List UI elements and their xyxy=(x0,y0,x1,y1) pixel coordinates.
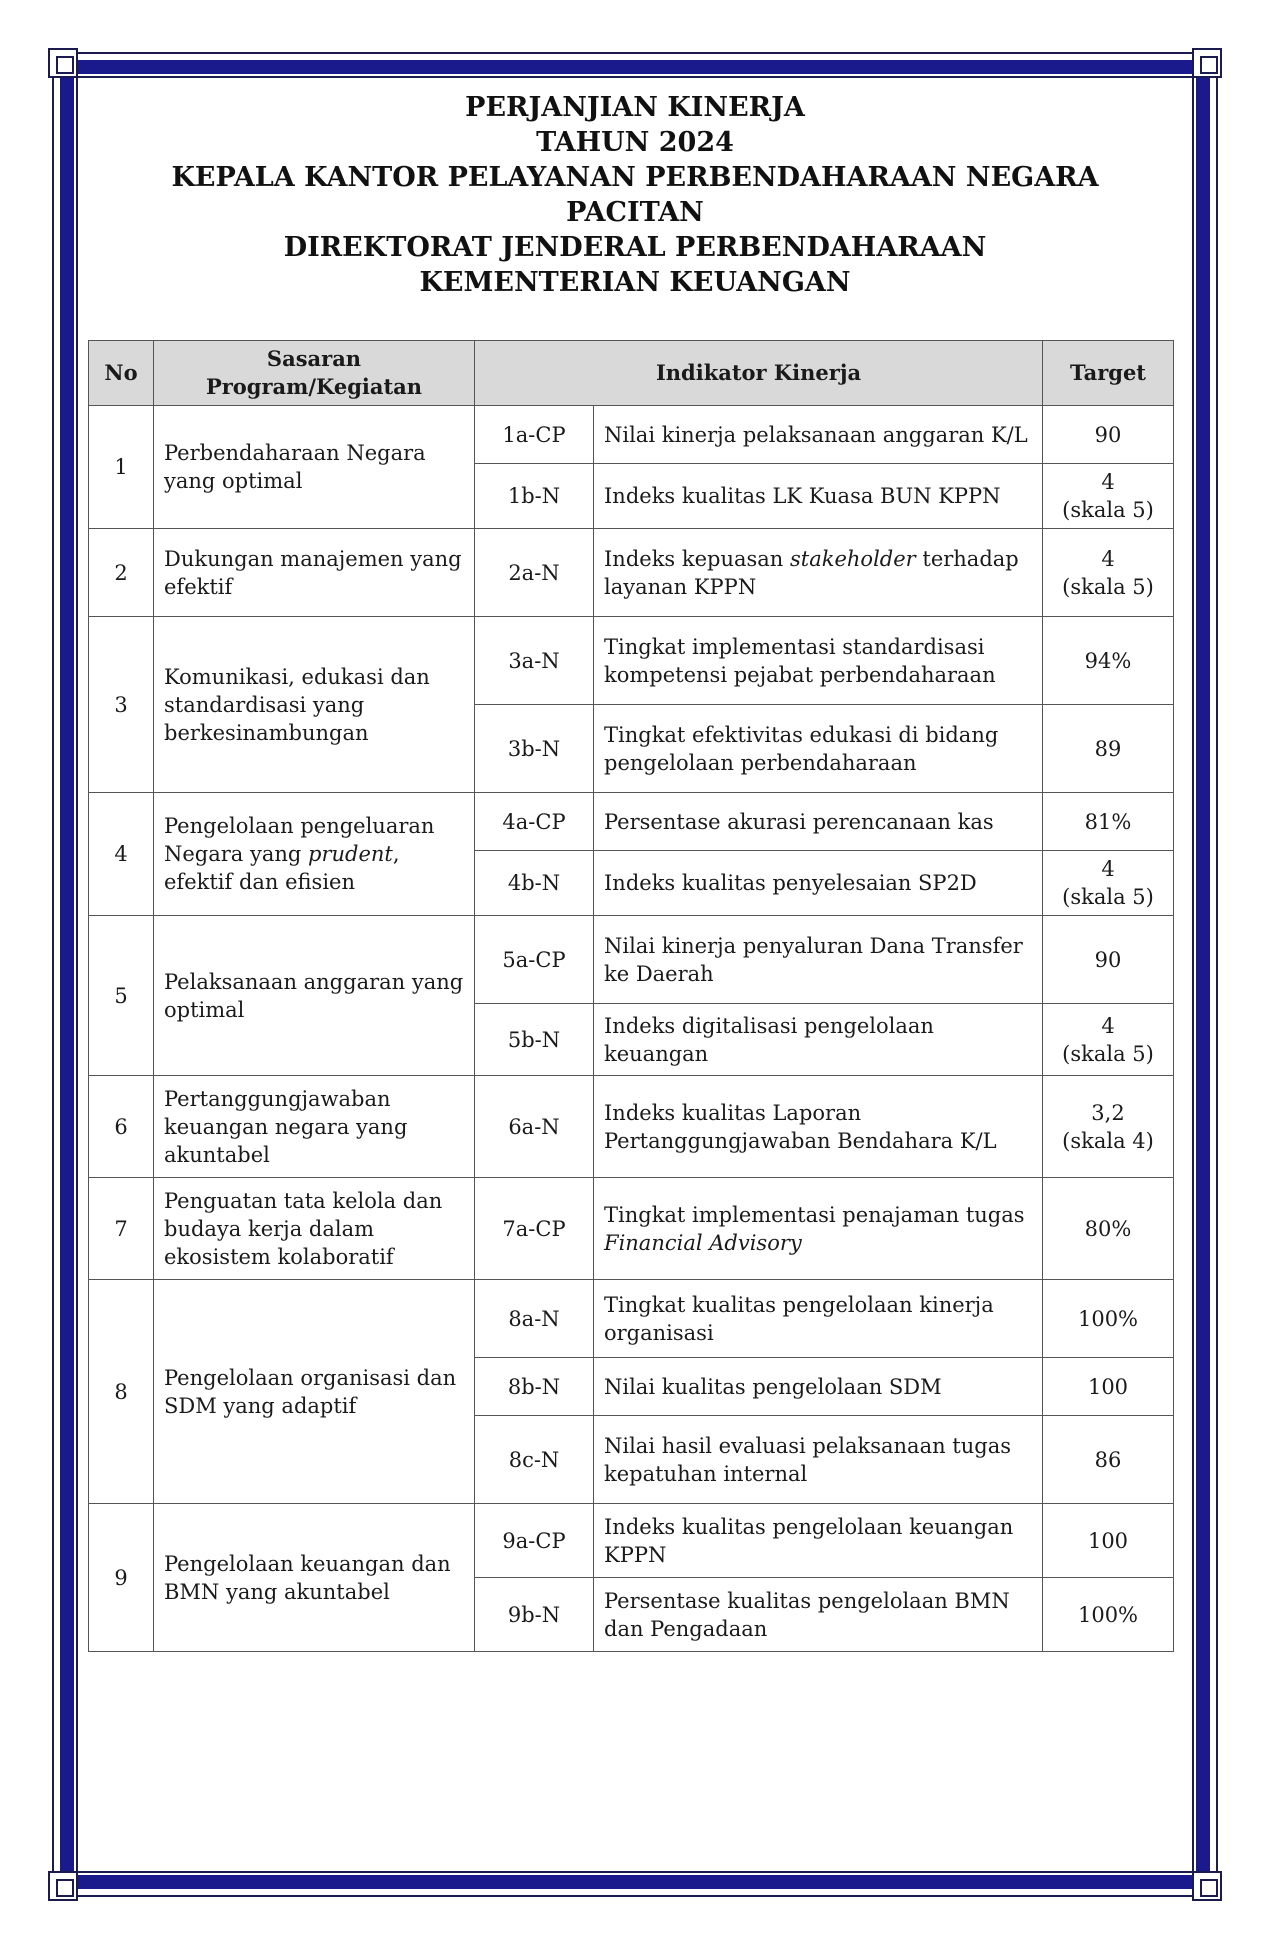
sasaran-cell: Komunikasi, edukasi dan standardisasi yang berkesinambungan xyxy=(154,617,475,793)
table-row xyxy=(89,529,1174,617)
target-cell xyxy=(1043,1076,1174,1178)
target-value: 94% xyxy=(1084,648,1132,673)
target-cell xyxy=(1043,406,1174,464)
indicator-code: 2a-N xyxy=(475,529,594,617)
indicator-text: Nilai kualitas pengelolaan SDM xyxy=(594,1358,1043,1416)
target-cell xyxy=(1043,464,1174,529)
target-cell xyxy=(1043,851,1174,916)
indicator-code: 3a-N xyxy=(475,617,594,705)
indicator-code: 1a-CP xyxy=(475,406,594,464)
target-value: 4 xyxy=(1101,470,1115,494)
border-corner-ornament xyxy=(48,48,78,78)
target-value: 89 xyxy=(1094,736,1122,761)
target-cell xyxy=(1043,1004,1174,1076)
target-scale: (skala 5) xyxy=(1062,1041,1154,1066)
table-row xyxy=(89,1178,1174,1280)
indicator-text: Indeks kualitas penyelesaian SP2D xyxy=(594,851,1043,916)
indicator-code: 6a-N xyxy=(475,1076,594,1178)
target-cell xyxy=(1043,617,1174,705)
title-line: KEPALA KANTOR PELAYANAN PERBENDAHARAAN NEGARA xyxy=(171,162,1099,193)
table-header-row xyxy=(89,341,1174,406)
target-value: 81% xyxy=(1084,809,1132,834)
target-value: 100% xyxy=(1077,1306,1139,1331)
indicator-code: 9a-CP xyxy=(475,1504,594,1578)
row-number: 1 xyxy=(89,406,154,529)
title-line: PERJANJIAN KINERJA xyxy=(465,92,805,123)
performance-table xyxy=(88,340,1174,1652)
sasaran-cell: Pengelolaan keuangan dan BMN yang akuntabel xyxy=(154,1504,475,1652)
target-scale: (skala 4) xyxy=(1062,1128,1154,1153)
sasaran-text-part: Pengelolaan pengeluaran Negara yang xyxy=(164,814,435,866)
indicator-text: Persentase akurasi perencanaan kas xyxy=(594,793,1043,851)
target-cell xyxy=(1043,1578,1174,1652)
sasaran-cell xyxy=(154,793,475,916)
indicator-text-part: terhadap layanan KPPN xyxy=(604,546,1019,599)
table-row xyxy=(89,1504,1174,1578)
indicator-text xyxy=(594,529,1043,617)
sasaran-cell: Pelaksanaan anggaran yang optimal xyxy=(154,916,475,1076)
target-cell xyxy=(1043,705,1174,793)
target-scale: (skala 5) xyxy=(1062,885,1154,909)
sasaran-cell: Pengelolaan organisasi dan SDM yang adaptif xyxy=(154,1280,475,1504)
target-scale: (skala 5) xyxy=(1062,498,1154,522)
target-cell xyxy=(1043,793,1174,851)
table-row xyxy=(89,793,1174,851)
indicator-text: Tingkat implementasi standardisasi kompetensi pejabat perbendaharaan xyxy=(594,617,1043,705)
indicator-code: 8a-N xyxy=(475,1280,594,1358)
row-number: 6 xyxy=(89,1076,154,1178)
target-scale: (skala 5) xyxy=(1062,574,1154,599)
target-value: 100 xyxy=(1087,1374,1129,1399)
title-line: TAHUN 2024 xyxy=(536,127,734,158)
target-value: 3,2 xyxy=(1091,1100,1125,1125)
target-value: 80% xyxy=(1084,1216,1132,1241)
title-line: PACITAN xyxy=(566,197,704,228)
target-value: 90 xyxy=(1094,947,1122,972)
sasaran-cell: Pertanggungjawaban keuangan negara yang akuntabel xyxy=(154,1076,475,1178)
target-cell xyxy=(1043,1358,1174,1416)
indicator-text: Indeks kualitas LK Kuasa BUN KPPN xyxy=(594,464,1043,529)
indicator-text: Indeks kualitas pengelolaan keuangan KPPN xyxy=(594,1504,1043,1578)
indicator-code: 3b-N xyxy=(475,705,594,793)
header-target: Target xyxy=(1043,341,1174,406)
table-row xyxy=(89,916,1174,1004)
header-no: No xyxy=(89,341,154,406)
table-row xyxy=(89,406,1174,464)
target-cell xyxy=(1043,1504,1174,1578)
indicator-text xyxy=(594,1178,1043,1280)
table-row xyxy=(89,617,1174,705)
indicator-code: 5b-N xyxy=(475,1004,594,1076)
target-value: 4 xyxy=(1101,857,1115,881)
indicator-text: Tingkat efektivitas edukasi di bidang pengelolaan perbendaharaan xyxy=(594,705,1043,793)
target-value: 86 xyxy=(1094,1447,1122,1472)
indicator-code: 8c-N xyxy=(475,1416,594,1504)
header-sasaran: Sasaran Program/Kegiatan xyxy=(154,341,475,406)
indicator-text: Persentase kualitas pengelolaan BMN dan Pengadaan xyxy=(594,1578,1043,1652)
indicator-text-italic: Financial Advisory xyxy=(604,1230,802,1255)
indicator-text: Nilai kinerja penyaluran Dana Transfer ke Daerah xyxy=(594,916,1043,1004)
indicator-code: 5a-CP xyxy=(475,916,594,1004)
indicator-text: Indeks digitalisasi pengelolaan keuangan xyxy=(594,1004,1043,1076)
row-number: 7 xyxy=(89,1178,154,1280)
border-corner-ornament xyxy=(1192,1871,1222,1901)
document-title xyxy=(100,90,1170,300)
row-number: 5 xyxy=(89,916,154,1076)
indicator-text-italic: stakeholder xyxy=(790,546,916,571)
target-value: 100% xyxy=(1077,1602,1139,1627)
target-value: 90 xyxy=(1094,422,1122,447)
target-value: 100 xyxy=(1087,1528,1129,1553)
indicator-code: 1b-N xyxy=(475,464,594,529)
row-number: 9 xyxy=(89,1504,154,1652)
indicator-text: Indeks kualitas Laporan Pertanggungjawaban Bendahara K/L xyxy=(594,1076,1043,1178)
row-number: 3 xyxy=(89,617,154,793)
table-row xyxy=(89,1280,1174,1358)
title-line: DIREKTORAT JENDERAL PERBENDAHARAAN xyxy=(283,232,987,263)
sasaran-text-part: , efektif dan efisien xyxy=(164,842,400,894)
sasaran-text-italic: prudent xyxy=(308,842,393,866)
target-cell xyxy=(1043,916,1174,1004)
border-corner-ornament xyxy=(48,1871,78,1901)
title-line: KEMENTERIAN KEUANGAN xyxy=(419,267,851,298)
target-value: 4 xyxy=(1101,546,1115,571)
target-cell xyxy=(1043,1178,1174,1280)
border-corner-ornament xyxy=(1192,48,1222,78)
indicator-code: 4a-CP xyxy=(475,793,594,851)
sasaran-cell: Penguatan tata kelola dan budaya kerja dalam ekosistem kolaboratif xyxy=(154,1178,475,1280)
row-number: 4 xyxy=(89,793,154,916)
indicator-code: 9b-N xyxy=(475,1578,594,1652)
indicator-text-part: Tingkat implementasi penajaman tugas xyxy=(604,1202,1025,1227)
table-row xyxy=(89,1076,1174,1178)
row-number: 2 xyxy=(89,529,154,617)
header-indikator: Indikator Kinerja xyxy=(475,341,1043,406)
indicator-text-part: Indeks kepuasan xyxy=(604,546,791,571)
indicator-code: 4b-N xyxy=(475,851,594,916)
sasaran-cell: Perbendaharaan Negara yang optimal xyxy=(154,406,475,529)
target-cell xyxy=(1043,1416,1174,1504)
target-value: 4 xyxy=(1101,1013,1115,1038)
indicator-text: Tingkat kualitas pengelolaan kinerja organisasi xyxy=(594,1280,1043,1358)
indicator-text: Nilai kinerja pelaksanaan anggaran K/L xyxy=(594,406,1043,464)
row-number: 8 xyxy=(89,1280,154,1504)
target-cell xyxy=(1043,1280,1174,1358)
indicator-code: 7a-CP xyxy=(475,1178,594,1280)
sasaran-cell: Dukungan manajemen yang efektif xyxy=(154,529,475,617)
indicator-text: Nilai hasil evaluasi pelaksanaan tugas kepatuhan internal xyxy=(594,1416,1043,1504)
indicator-code: 8b-N xyxy=(475,1358,594,1416)
target-cell xyxy=(1043,529,1174,617)
